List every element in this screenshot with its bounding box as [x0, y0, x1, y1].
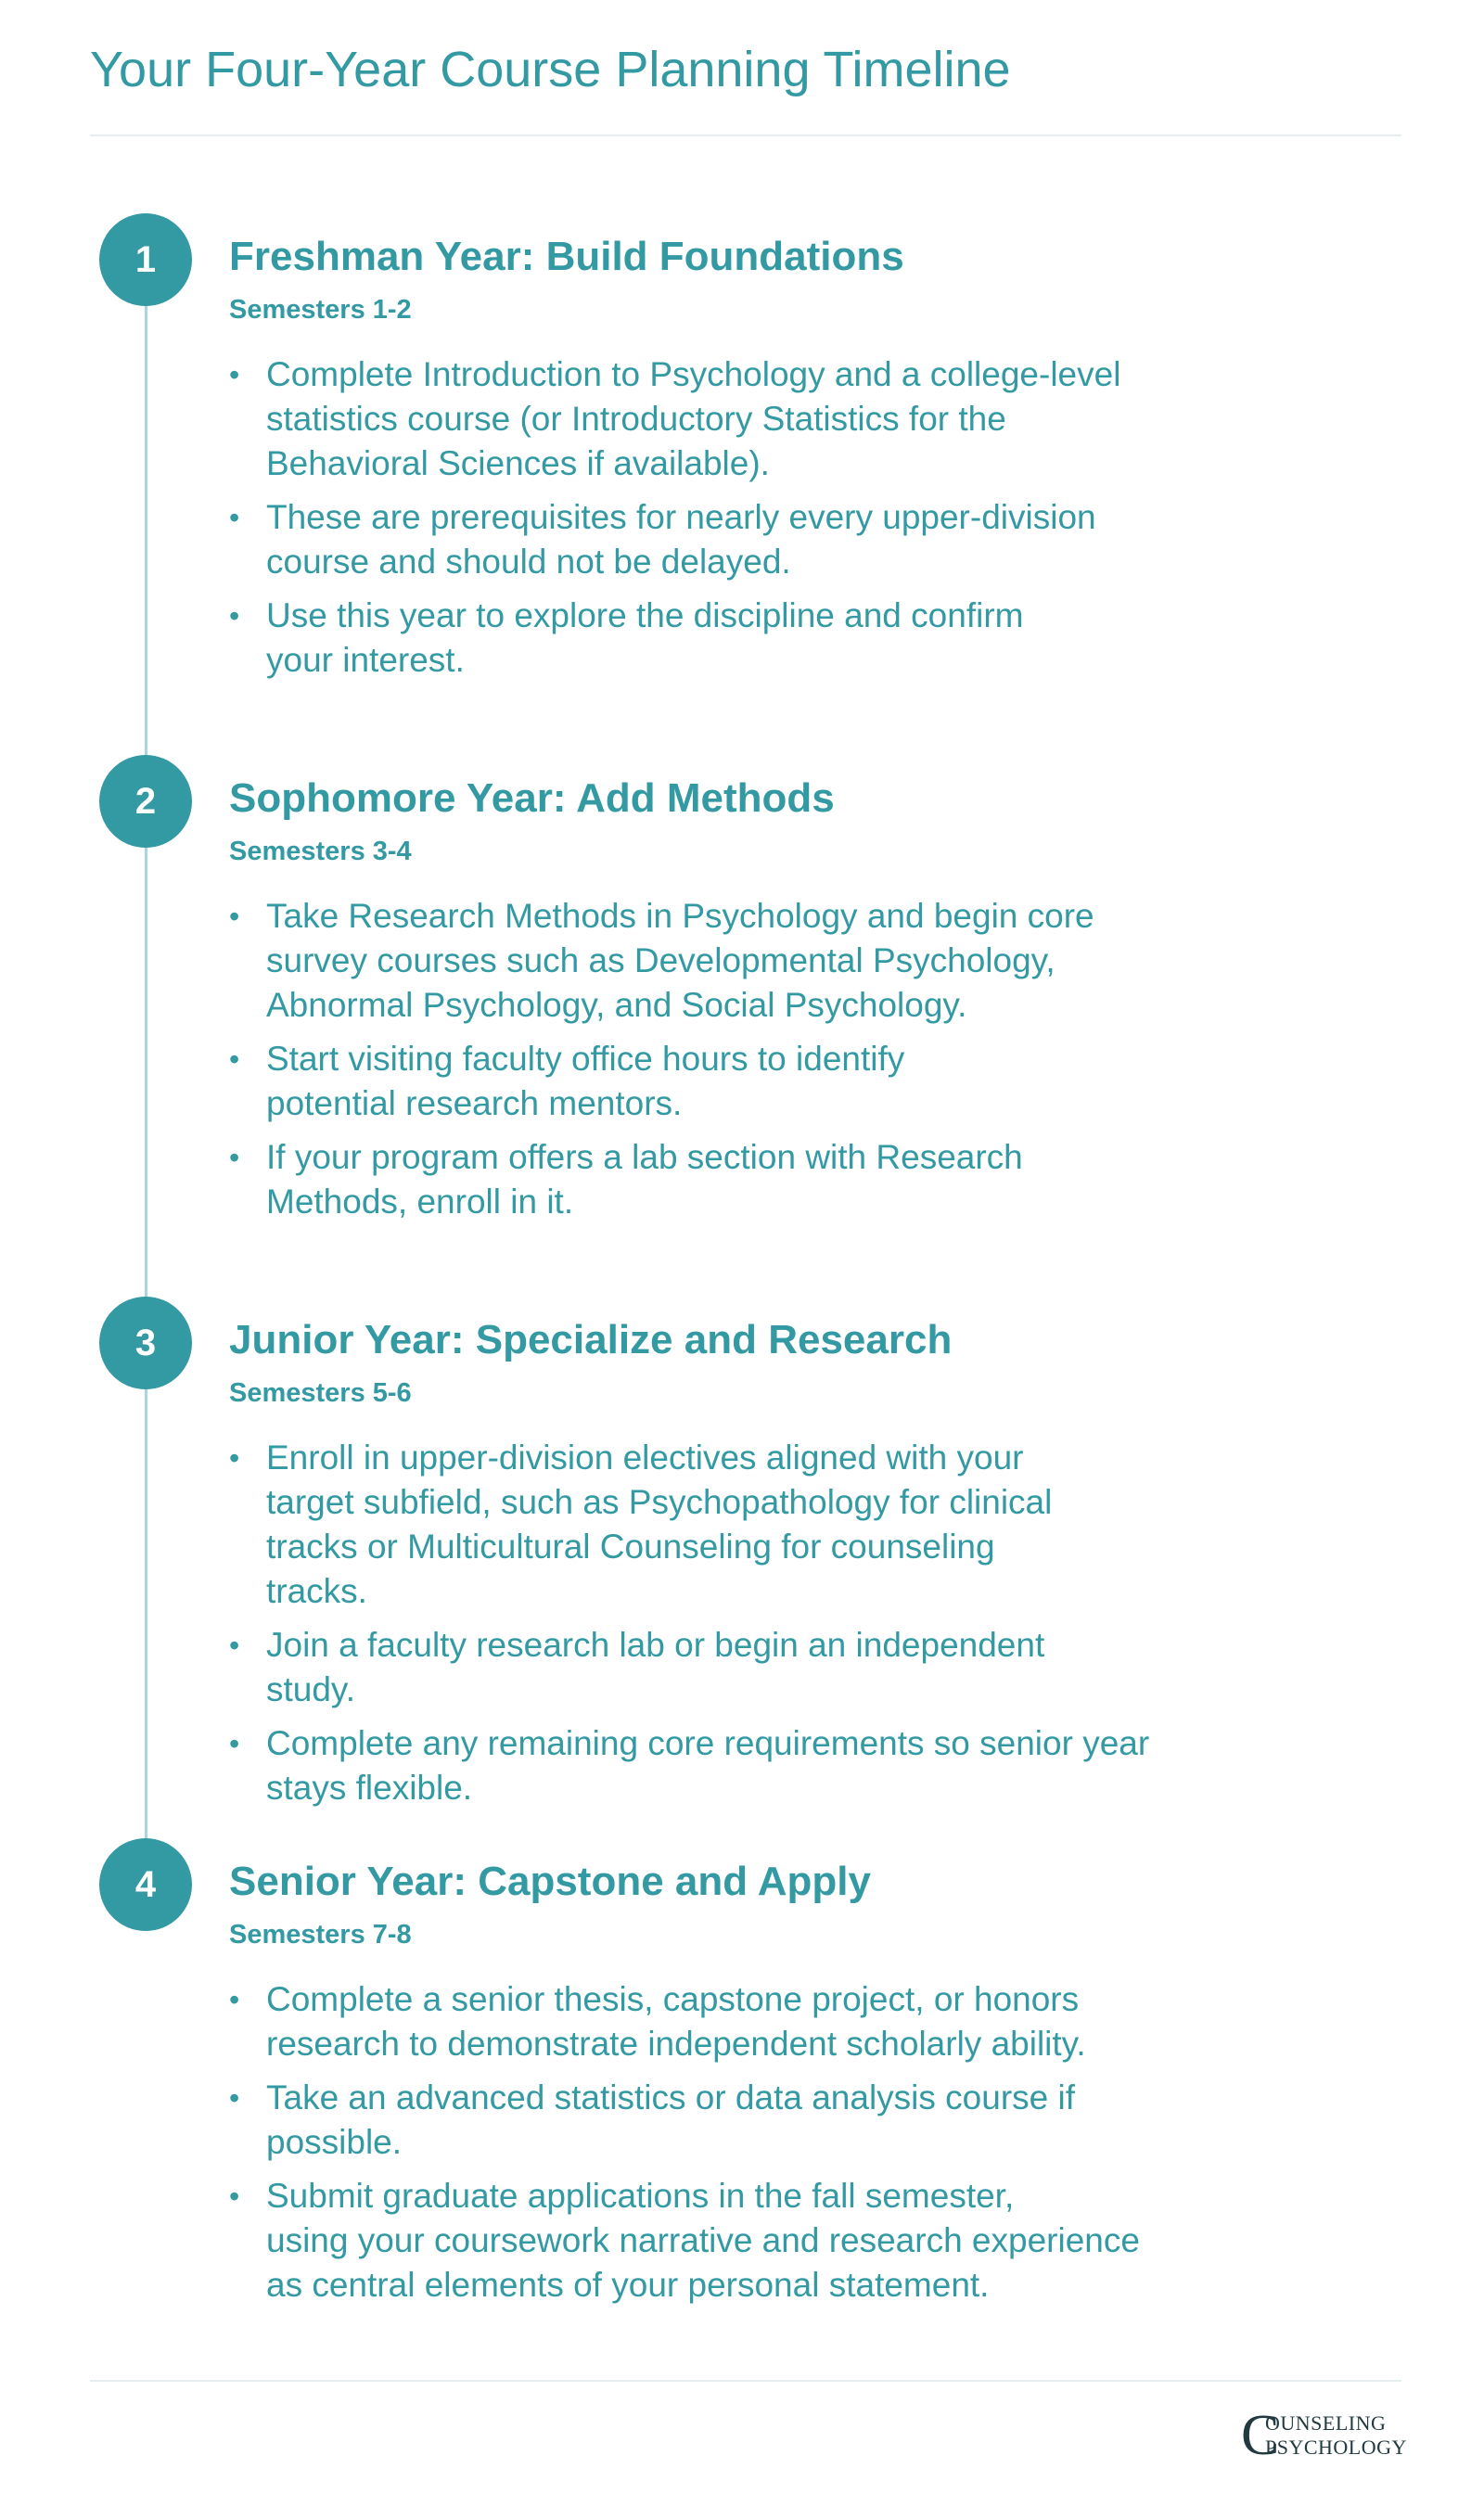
bottom-divider — [90, 2380, 1401, 2382]
step-bullet-list — [229, 352, 1212, 692]
step-semesters: Semesters 1-2 — [229, 295, 412, 325]
counseling-psychology-logo — [1241, 2404, 1407, 2467]
bullet-text: • If your program offers a lab section with Research Methods, enroll in it. — [266, 1138, 1023, 1221]
step-heading: Senior Year: Capstone and Apply — [229, 1859, 871, 1904]
logo-text-line-1: OUNSELING — [1265, 2411, 1387, 2435]
list-item — [229, 1037, 1212, 1126]
step-bullet-list — [229, 1436, 1212, 1820]
list-item — [229, 495, 1212, 584]
list-item — [229, 1436, 1212, 1614]
list-item — [229, 594, 1212, 683]
page-title: Your Four-Year Course Planning Timeline — [90, 42, 1011, 97]
list-item — [229, 1721, 1212, 1810]
step-heading: Sophomore Year: Add Methods — [229, 775, 835, 821]
step-number-badge: 4 — [99, 1838, 192, 1931]
step-number-badge: 1 — [99, 213, 192, 306]
bullet-text: • Complete Introduction to Psychology and a college-level statistics course (or Introductory Statistics for the Behavioral Sciences if available). — [266, 355, 1121, 482]
bullet-text: • Submit graduate applications in the fall semester, using your coursework narrative and research experience as central elements of your personal statement. — [266, 2177, 1140, 2304]
list-item — [229, 1977, 1212, 2066]
list-item — [229, 894, 1212, 1028]
step-number-badge: 2 — [99, 755, 192, 848]
step-heading: Junior Year: Specialize and Research — [229, 1317, 953, 1362]
timeline-connector — [145, 264, 147, 1860]
step-semesters: Semesters 5-6 — [229, 1378, 412, 1408]
bullet-text: • These are prerequisites for nearly every upper-division course and should not be delayed. — [266, 498, 1096, 581]
bullet-text: • Use this year to explore the discipline and confirm your interest. — [266, 596, 1024, 679]
logo-text-line-2: PSYCHOLOGY — [1265, 2436, 1407, 2459]
bullet-text: • Take Research Methods in Psychology and begin core survey courses such as Developmental Psychology, Abnormal Psychology, and Social Psychology. — [266, 897, 1094, 1024]
list-item — [229, 1135, 1212, 1224]
bullet-text: • Join a faculty research lab or begin an independent study. — [266, 1626, 1045, 1708]
step-semesters: Semesters 3-4 — [229, 837, 412, 866]
list-item — [229, 2076, 1212, 2165]
bullet-text: • Complete any remaining core requirements so senior year stays flexible. — [266, 1724, 1150, 1807]
bullet-text: • Enroll in upper-division electives aligned with your target subfield, such as Psychopathology for clinical tracks or Multicultural Counseling for counseling tracks. — [266, 1439, 1053, 1610]
list-item — [229, 352, 1212, 486]
step-heading: Freshman Year: Build Foundations — [229, 234, 904, 279]
step-semesters: Semesters 7-8 — [229, 1920, 412, 1950]
step-bullet-list — [229, 1977, 1212, 2317]
bullet-text: • Take an advanced statistics or data analysis course if possible. — [266, 2078, 1076, 2161]
step-number-badge: 3 — [99, 1297, 192, 1389]
list-item — [229, 2174, 1212, 2308]
top-divider — [90, 134, 1401, 136]
step-bullet-list — [229, 894, 1212, 1234]
bullet-text: • Start visiting faculty office hours to identify potential research mentors. — [266, 1040, 905, 1122]
logo-mark: C — [1241, 2404, 1280, 2467]
list-item — [229, 1623, 1212, 1712]
bullet-text: • Complete a senior thesis, capstone project, or honors research to demonstrate independent scholarly ability. — [266, 1980, 1086, 2063]
